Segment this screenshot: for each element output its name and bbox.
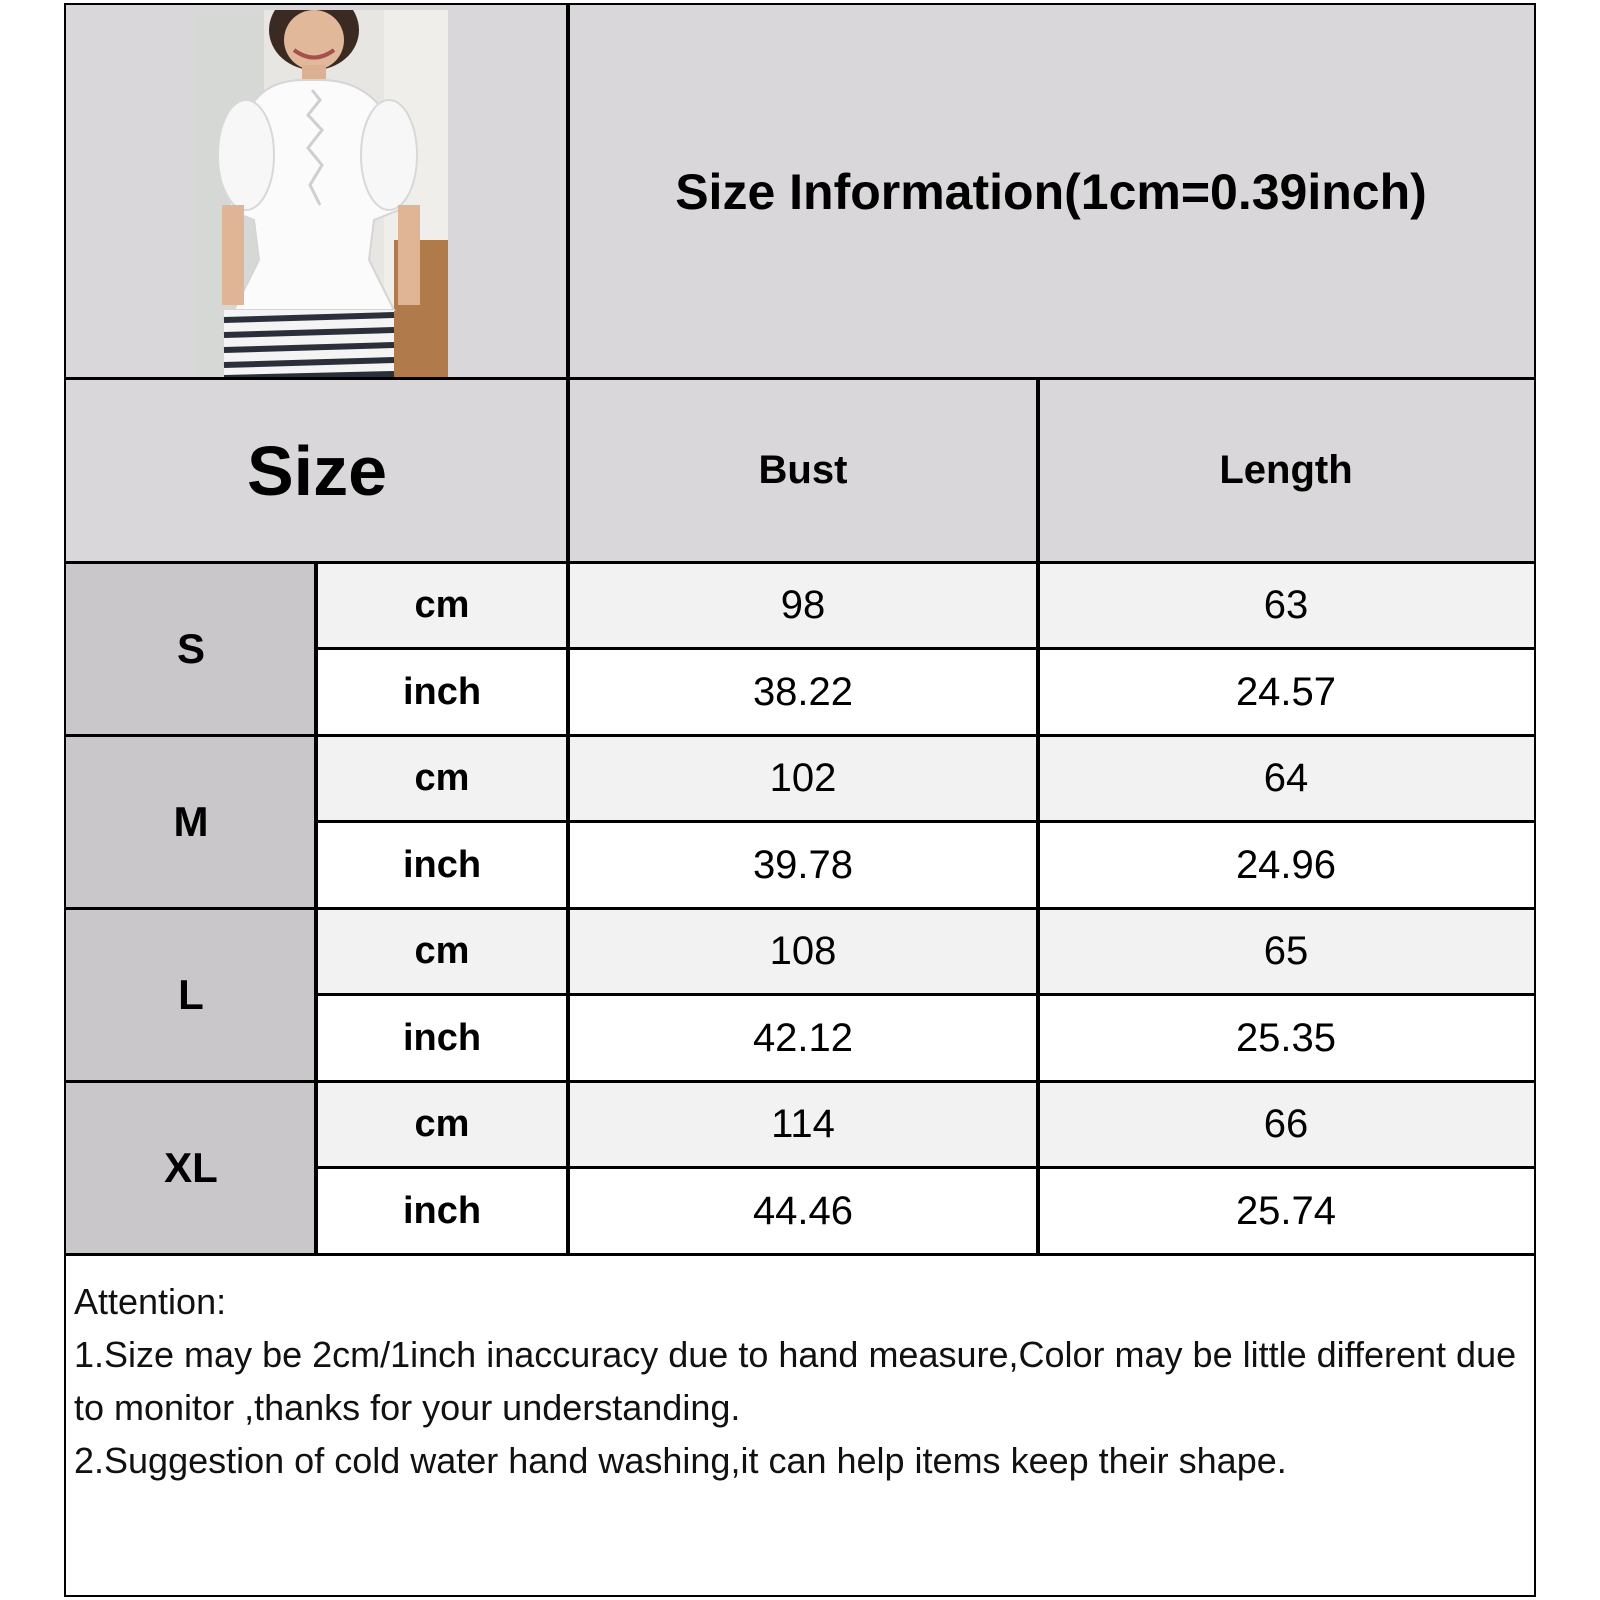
- grid-line: [66, 907, 1534, 910]
- attention-heading: Attention:: [74, 1281, 227, 1322]
- unit-cm: cm: [316, 909, 568, 994]
- length-cm-value: 66: [1038, 1082, 1534, 1167]
- size-label-s: S: [66, 563, 316, 735]
- grid-line: [566, 5, 570, 1255]
- grid-line: [66, 1080, 1534, 1083]
- grid-line: [66, 377, 1534, 380]
- length-inch-value: 25.74: [1038, 1168, 1534, 1254]
- bust-cm-value: 102: [568, 736, 1038, 821]
- unit-inch: inch: [316, 995, 568, 1081]
- bust-inch-value: 39.78: [568, 822, 1038, 908]
- unit-inch: inch: [316, 822, 568, 908]
- size-chart: [64, 3, 1536, 1597]
- length-inch-value: 24.57: [1038, 649, 1534, 735]
- attention-notes: [74, 1275, 1524, 1487]
- size-information-title: Size Information(1cm=0.39inch): [568, 5, 1534, 378]
- grid-line: [316, 993, 1534, 996]
- note-line-2: 2.Suggestion of cold water hand washing,it can help items keep their shape.: [74, 1440, 1287, 1481]
- grid-line: [66, 734, 1534, 737]
- length-inch-value: 25.35: [1038, 995, 1534, 1081]
- model-image: [194, 10, 448, 380]
- grid-line: [66, 561, 1534, 564]
- unit-cm: cm: [316, 736, 568, 821]
- product-photo: [194, 10, 448, 380]
- bust-cm-value: 98: [568, 563, 1038, 648]
- bust-inch-value: 38.22: [568, 649, 1038, 735]
- grid-line: [1036, 379, 1040, 1255]
- size-label-xl: XL: [66, 1082, 316, 1254]
- length-cm-value: 63: [1038, 563, 1534, 648]
- length-cm-value: 64: [1038, 736, 1534, 821]
- bust-cm-value: 114: [568, 1082, 1038, 1167]
- size-column-header: Size: [66, 379, 568, 562]
- length-column-header: Length: [1038, 379, 1534, 562]
- unit-inch: inch: [316, 1168, 568, 1254]
- bust-cm-value: 108: [568, 909, 1038, 994]
- grid-line: [316, 1166, 1534, 1169]
- unit-cm: cm: [316, 1082, 568, 1167]
- size-label-m: M: [66, 736, 316, 908]
- size-label-l: L: [66, 909, 316, 1081]
- bust-inch-value: 44.46: [568, 1168, 1038, 1254]
- unit-inch: inch: [316, 649, 568, 735]
- length-inch-value: 24.96: [1038, 822, 1534, 908]
- unit-cm: cm: [316, 563, 568, 648]
- note-line-1: 1.Size may be 2cm/1inch inaccuracy due to hand measure,Color may be little different due to monitor ,thanks for your understanding.: [74, 1334, 1517, 1428]
- bust-inch-value: 42.12: [568, 995, 1038, 1081]
- grid-line: [316, 647, 1534, 650]
- grid-line: [66, 1253, 1534, 1256]
- length-cm-value: 65: [1038, 909, 1534, 994]
- grid-line: [316, 820, 1534, 823]
- bust-column-header: Bust: [568, 379, 1038, 562]
- grid-line: [314, 563, 318, 1255]
